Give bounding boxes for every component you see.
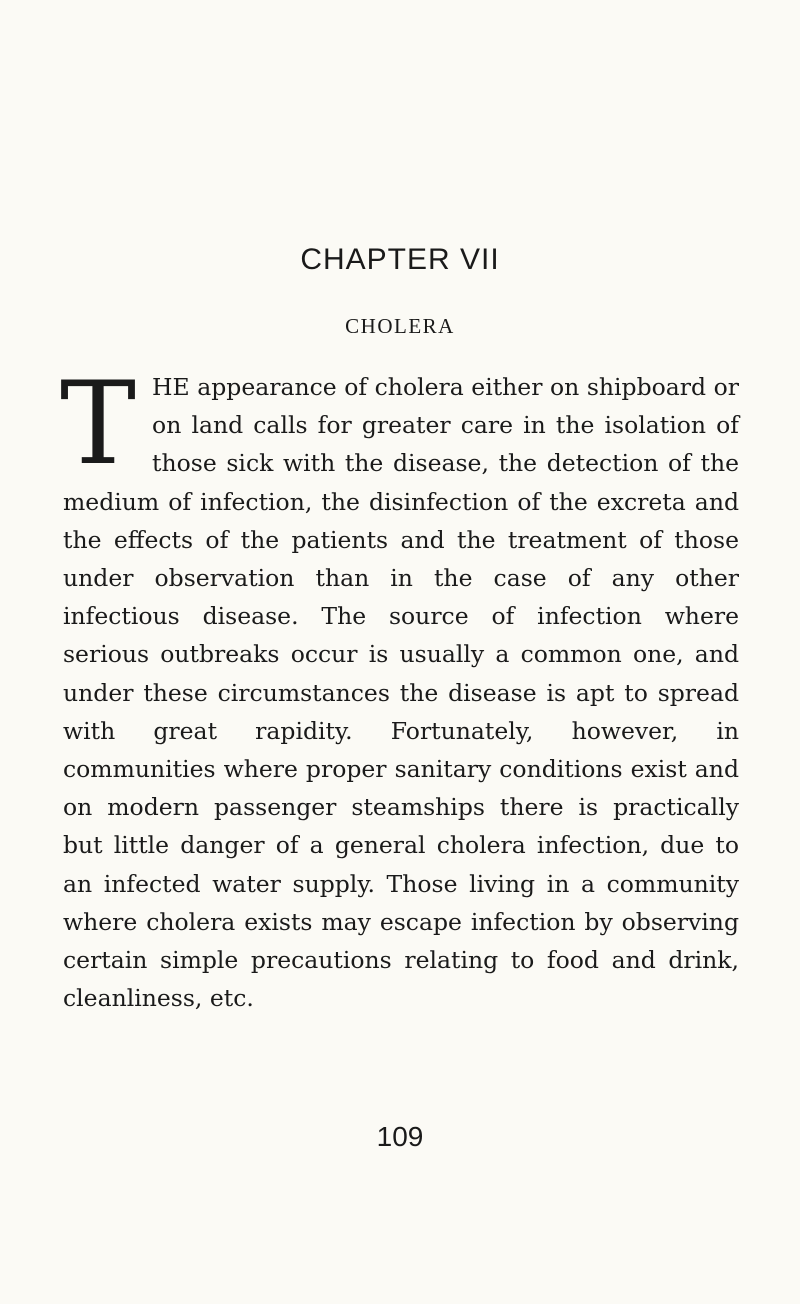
body-paragraph <box>60 357 739 1017</box>
paragraph-text: HE appearance of cholera either on shipboard or on land calls for greater care in the isolation of those sick with the disease, the detection of the medium of infection, the disinfection of the excreta and the effects of the patients and the treatment of those under observation than in the case of any other infectious disease. The source of infection where serious outbreaks occur is usually a common one, and under these circumstances the disease is apt to spread with great rapidity. Fortunately, however, in communities where proper sanitary conditions exist and on modern passenger steamships there is practically but little danger of a general cholera infection, due to an infected water supply. Those living in a community where cholera exists may escape infection by observing certain simple precautions relating to food and drink, cleanliness, etc. <box>63 373 739 1013</box>
page-number: 109 <box>376 1121 424 1152</box>
chapter-heading: CHAPTER VII <box>300 243 500 276</box>
chapter-title: CHOLERA <box>345 314 455 338</box>
drop-cap: T <box>60 357 137 490</box>
